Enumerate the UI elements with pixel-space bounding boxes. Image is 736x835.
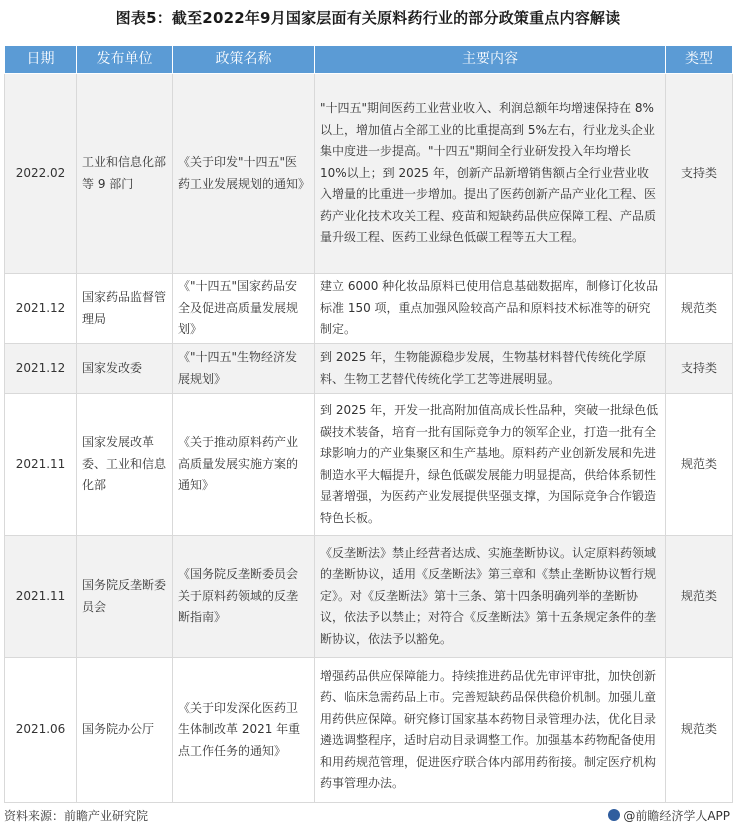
cell-content: 增强药品供应保障能力。持续推进药品优先审评审批，加快创新药、临床急需药品上市。完善短缺药品保供稳价机制。加强儿童用药供应保障。研究修订国家基本药物目录管理办法，优化目录遴选调整程序，适时启动目录调整工作。加强基本药物配备使用和用药规范管理，促进医疗联合体内部用药衔接。制定医疗机构药事管理办法。 [315, 658, 666, 803]
table-header-row [5, 46, 733, 74]
table-row [5, 274, 733, 344]
brand-text: @前瞻经济学人APP [623, 809, 730, 823]
table-row [5, 536, 733, 658]
cell-policy-name: 《"十四五"生物经济发展规划》 [173, 344, 315, 394]
brand-footer [608, 807, 730, 824]
cell-date: 2022.02 [5, 74, 77, 274]
cell-date: 2021.06 [5, 658, 77, 803]
cell-unit: 国务院反垄断委员会 [77, 536, 173, 658]
cell-unit: 国家发展改革委、工业和信息化部 [77, 394, 173, 536]
cell-content: 建立 6000 种化妆品原料已使用信息基础数据库，制修订化妆品标准 150 项，重点加强风险较高产品和原料技术标准等的研究制定。 [315, 274, 666, 344]
cell-type: 规范类 [666, 274, 733, 344]
cell-policy-name: 《关于印发"十四五"医药工业发展规划的通知》 [173, 74, 315, 274]
table-row [5, 394, 733, 536]
cell-type: 规范类 [666, 536, 733, 658]
table-row [5, 74, 733, 274]
source-note: 资料来源：前瞻产业研究院 [4, 809, 149, 823]
cell-date: 2021.11 [5, 394, 77, 536]
column-header-date: 日期 [5, 46, 77, 74]
cell-date: 2021.12 [5, 274, 77, 344]
chart-title: 图表5：截至2022年9月国家层面有关原料药行业的部分政策重点内容解读 [115, 9, 621, 27]
cell-type: 支持类 [666, 344, 733, 394]
cell-policy-name: 《国务院反垄断委员会关于原料药领域的反垄断指南》 [173, 536, 315, 658]
cell-type: 规范类 [666, 658, 733, 803]
cell-unit: 国家发改委 [77, 344, 173, 394]
column-header-type: 类型 [666, 46, 733, 74]
brand-logo-icon [608, 809, 620, 821]
cell-unit: 国务院办公厅 [77, 658, 173, 803]
cell-unit: 工业和信息化部等 9 部门 [77, 74, 173, 274]
cell-type: 支持类 [666, 74, 733, 274]
column-header-unit: 发布单位 [77, 46, 173, 74]
table-row [5, 658, 733, 803]
cell-type: 规范类 [666, 394, 733, 536]
cell-policy-name: 《关于印发深化医药卫生体制改革 2021 年重点工作任务的通知》 [173, 658, 315, 803]
policy-table [4, 45, 733, 803]
cell-content: 《反垄断法》禁止经营者达成、实施垄断协议。认定原料药领域的垄断协议，适用《反垄断法》第三章和《禁止垄断协议暂行规定》。对《反垄断法》第十三条、第十四条明确列举的垄断协议，依法予以禁止；对符合《反垄断法》第十五条规定条件的垄断协议，依法予以豁免。 [315, 536, 666, 658]
cell-content: "十四五"期间医药工业营业收入、利润总额年均增速保持在 8%以上，增加值占全部工业的比重提高到 5%左右，行业龙头企业集中度进一步提高。"十四五"期间全行业研发投入年均增长 10%以上；到 2025 年，创新产品新增销售额占全行业营业收入增量的比重进一步增加。提出了医药创新产品产业化工程、医药产业化技术攻关工程、疫苗和短缺药品供应保障工程、产品质量升级工程、医药工业绿色低碳工程等五大工程。 [315, 74, 666, 274]
column-header-policy-name: 政策名称 [173, 46, 315, 74]
cell-content: 到 2025 年，开发一批高附加值高成长性品种，突破一批绿色低碳技术装备，培育一批有国际竞争力的领军企业，打造一批有全球影响力的产业集聚区和生产基地。原料药产业创新发展和先进制造水平大幅提升，绿色低碳发展能力明显提高，供给体系韧性显著增强，为医药产业发展提供坚强支撑，为国际竞争合作锻造特色长板。 [315, 394, 666, 536]
cell-policy-name: 《"十四五"国家药品安全及促进高质量发展规划》 [173, 274, 315, 344]
cell-policy-name: 《关于推动原料药产业高质量发展实施方案的通知》 [173, 394, 315, 536]
cell-content: 到 2025 年，生物能源稳步发展，生物基材料替代传统化学原料、生物工艺替代传统化学工艺等进展明显。 [315, 344, 666, 394]
cell-date: 2021.11 [5, 536, 77, 658]
table-row [5, 344, 733, 394]
column-header-content: 主要内容 [315, 46, 666, 74]
cell-date: 2021.12 [5, 344, 77, 394]
cell-unit: 国家药品监督管理局 [77, 274, 173, 344]
